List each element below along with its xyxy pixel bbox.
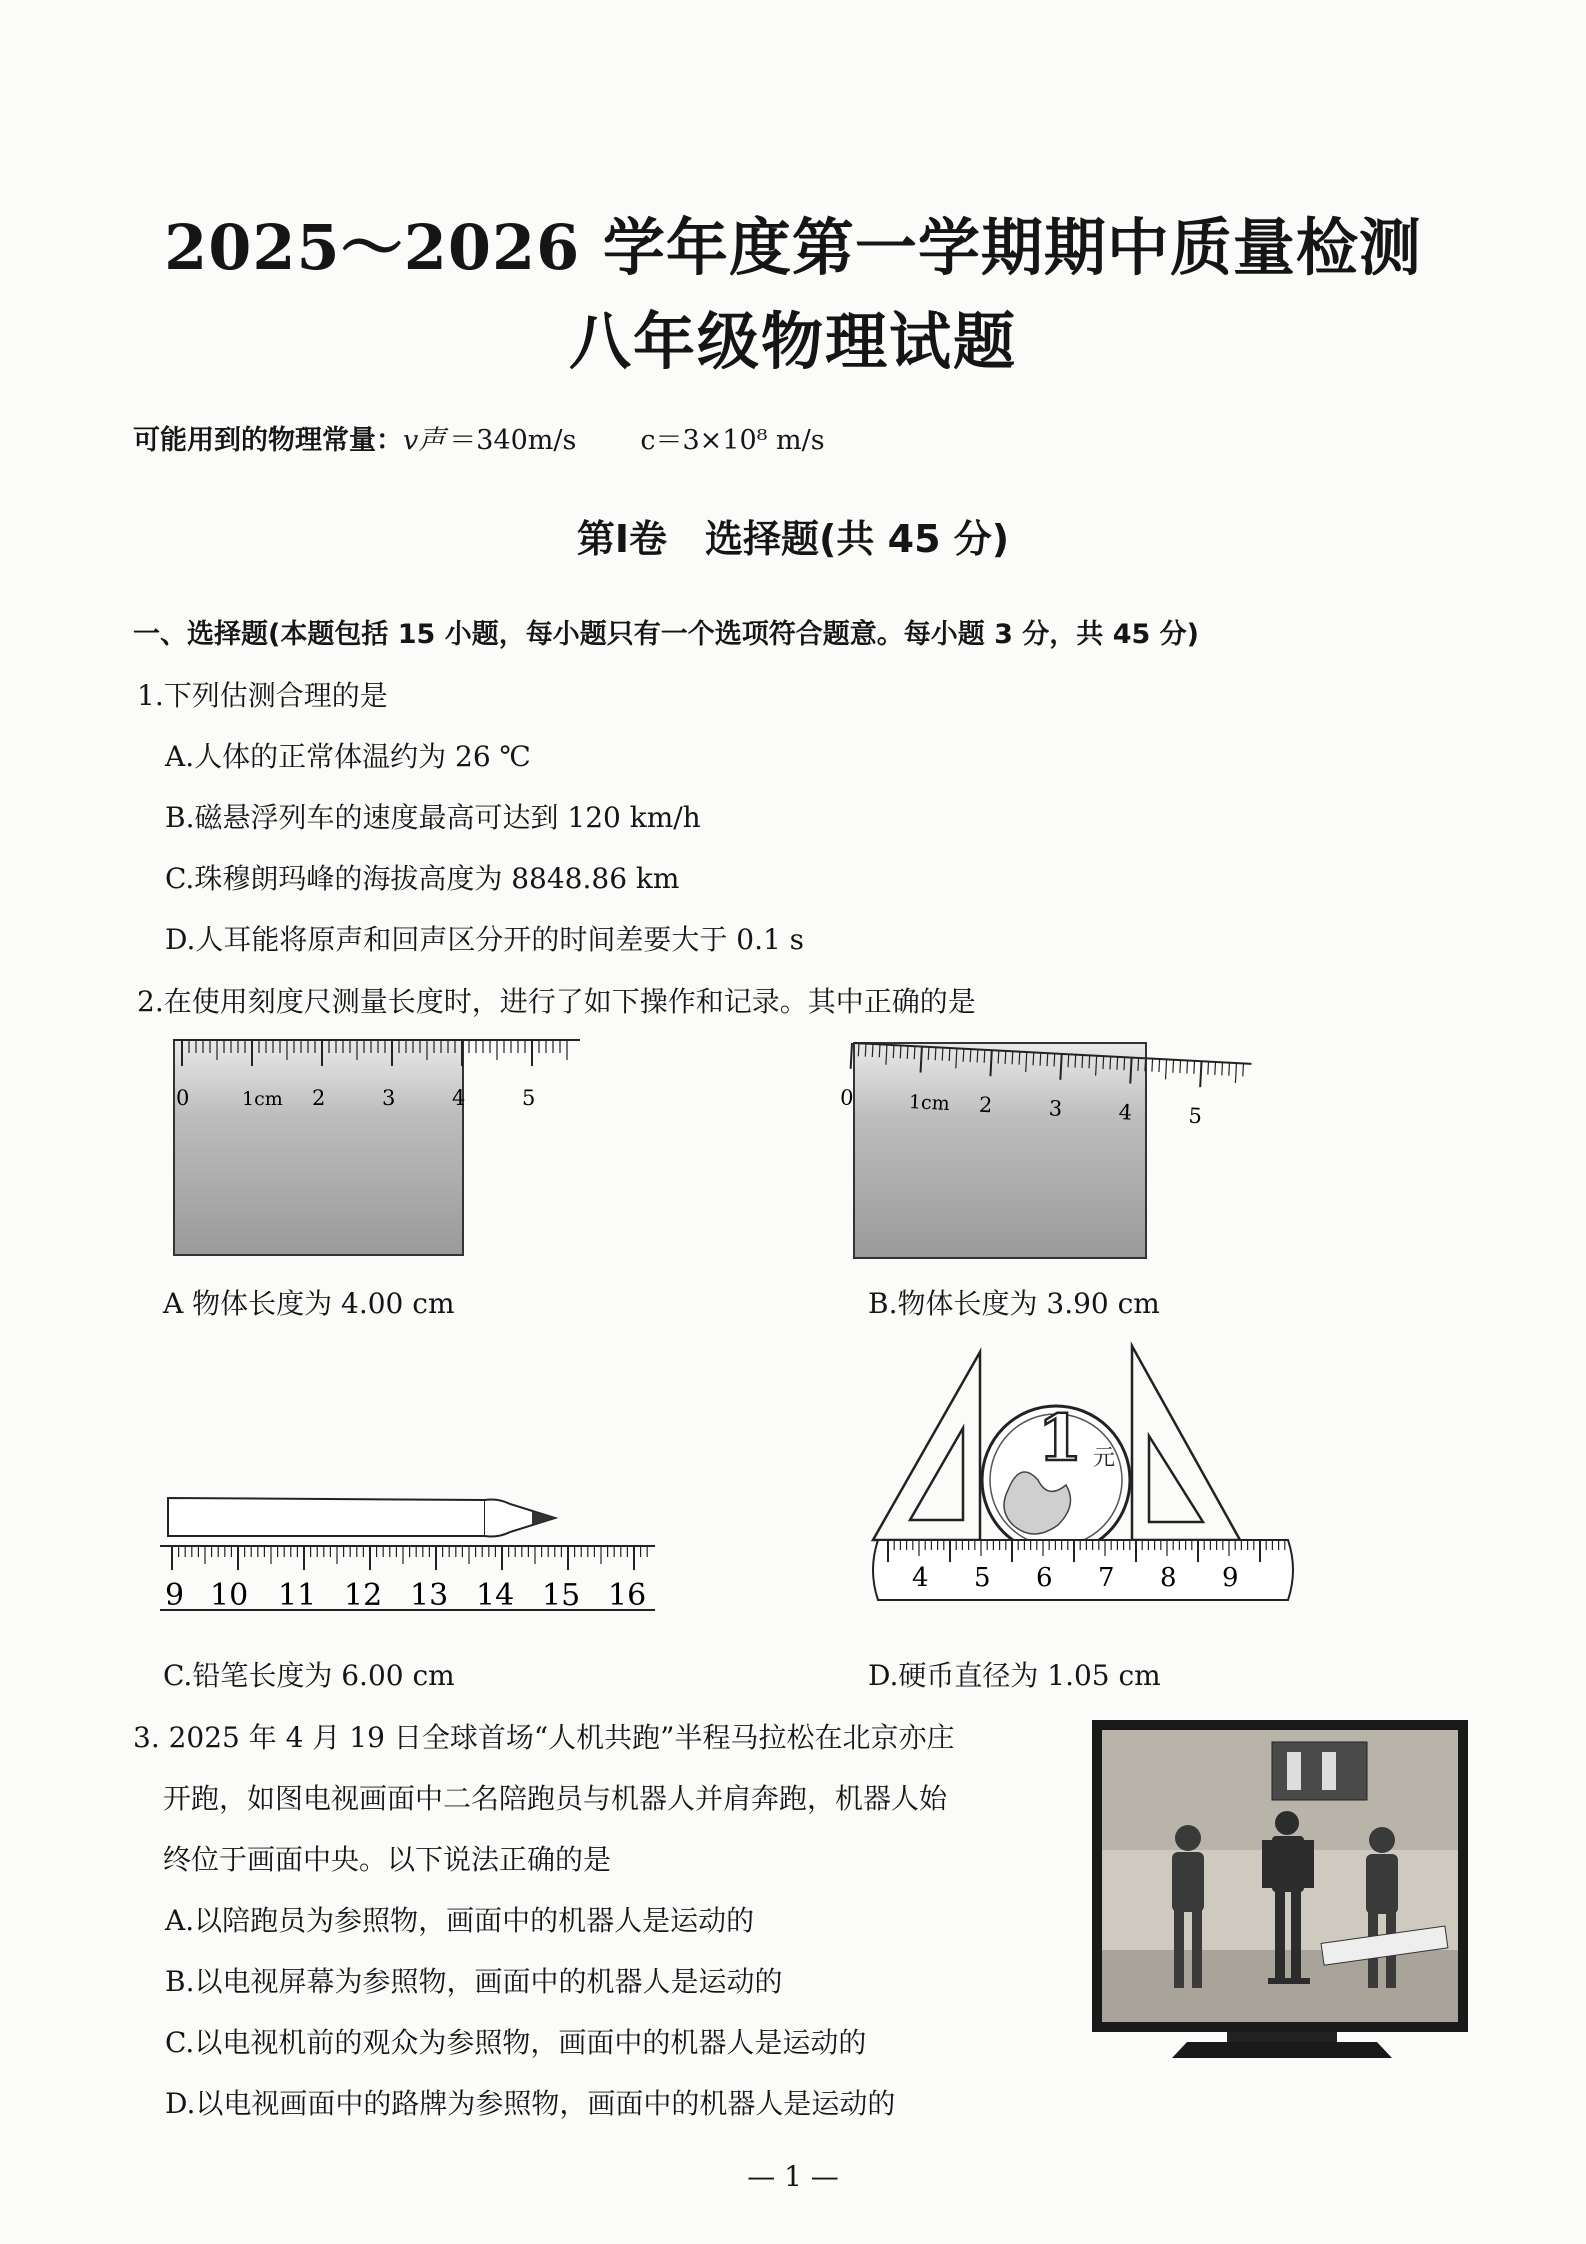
ruler-tick: [1117, 1057, 1118, 1070]
ruler-tick: [1166, 1059, 1167, 1079]
ruler-label: 8: [1160, 1563, 1177, 1593]
ruler-tick: [963, 1049, 964, 1062]
ruler-tick: [1040, 1053, 1041, 1066]
ruler-tick: [1215, 1062, 1216, 1075]
ruler-tick: [872, 1044, 873, 1057]
right-triangle-ruler: [1132, 1346, 1240, 1540]
ruler-label: 3: [382, 1086, 396, 1110]
ruler-tick: [1138, 1058, 1139, 1071]
q3-option-b: B.以电视屏幕为参照物，画面中的机器人是运动的: [165, 1965, 783, 1998]
ruler-tick: [1110, 1056, 1111, 1069]
ruler-label: 13: [410, 1578, 449, 1613]
ruler-tick: [1075, 1055, 1076, 1068]
q1-option-b: B.磁悬浮列车的速度最高可达到 120 km/h: [165, 801, 701, 834]
section-heading: 一、选择题(本题包括 15 小题，每小题只有一个选项符合题意。每小题 3 分，共 45 分): [133, 619, 1200, 650]
measuring-ruler: [873, 1540, 1293, 1600]
q3-stem-line2: 开跑，如图电视画面中二名陪跑员与机器人并肩奔跑，机器人始: [163, 1782, 948, 1815]
ruler-tick: [865, 1044, 866, 1057]
ruler-tick: [1124, 1057, 1125, 1070]
q3-stem-line1: 3. 2025 年 4 月 19 日全球首场“人机共跑”半程马拉松在北京亦庄: [133, 1721, 955, 1754]
ruler-tick: [928, 1047, 929, 1060]
ruler-tick: [977, 1049, 978, 1062]
ruler-tick: [990, 1050, 991, 1076]
ruler-tick: [1173, 1060, 1174, 1073]
ruler-tick: [1222, 1062, 1223, 1075]
ruler-label: 16: [608, 1578, 647, 1613]
ruler-tick: [921, 1047, 922, 1073]
ruler-tick: [1054, 1054, 1055, 1067]
figure-b-ruler: [840, 1035, 1260, 1265]
q1-stem: 1.下列估测合理的是: [137, 679, 388, 712]
q3-option-c: C.以电视机前的观众为参照物，画面中的机器人是运动的: [165, 2026, 867, 2059]
exam-title-line1: 2025～2026 学年度第一学期期中质量检测: [164, 211, 1422, 284]
ruler-tick: [914, 1046, 915, 1059]
ruler-label: 2: [312, 1086, 326, 1110]
ruler-tick: [1194, 1061, 1195, 1074]
page-number: — 1 —: [747, 2160, 839, 2193]
ruler-label: 4: [1118, 1099, 1133, 1125]
q1-option-c: C.珠穆朗玛峰的海拔高度为 8848.86 km: [165, 862, 680, 895]
ruler-tick: [949, 1048, 950, 1061]
ruler-tick: [1060, 1054, 1061, 1080]
ruler-tick: [1145, 1058, 1146, 1071]
sound-speed-value: ＝340m/s: [449, 425, 577, 456]
ruler-label: 3: [1048, 1096, 1063, 1121]
ruler-label: 6: [1036, 1563, 1053, 1593]
q3-option-d: D.以电视画面中的路牌为参照物，画面中的机器人是运动的: [165, 2087, 896, 2120]
ruler-label: 10: [210, 1578, 249, 1613]
ruler-tick: [1047, 1053, 1048, 1066]
ruler-tick: [998, 1051, 999, 1064]
ruler-label: 11: [278, 1578, 317, 1613]
road-sign: [1272, 1742, 1367, 1800]
ruler-label: 1cm: [908, 1090, 951, 1116]
tv-stand: [1172, 2042, 1392, 2058]
ruler-tick: [970, 1049, 971, 1062]
ruler-tick: [900, 1045, 901, 1058]
tv-marathon-photo: [1092, 1720, 1472, 2065]
q2-option-b: B.物体长度为 3.90 cm: [868, 1287, 1160, 1320]
ruler-label: 9: [165, 1578, 185, 1613]
q2-option-c: C.铅笔长度为 6.00 cm: [163, 1659, 455, 1692]
ruler-tick: [907, 1046, 908, 1059]
physical-constants: [133, 418, 825, 457]
ruler-label: 12: [344, 1578, 383, 1613]
ruler-label: 1cm: [242, 1088, 283, 1110]
ruler-tick: [1243, 1063, 1244, 1076]
ruler-label: 0: [840, 1085, 855, 1111]
ruler-label: 9: [1222, 1563, 1239, 1593]
ruler-tick: [893, 1045, 894, 1058]
ruler-tick: [851, 1043, 852, 1069]
ruler-label: 14: [476, 1578, 515, 1613]
exam-title-line2: 八年级物理试题: [568, 305, 1017, 378]
tv-neck: [1227, 2032, 1337, 2042]
coin: [982, 1401, 1130, 1554]
ruler-tick: [1187, 1060, 1188, 1073]
ruler-tick: [1012, 1051, 1013, 1064]
ruler-tick: [935, 1047, 936, 1060]
ruler-tick: [879, 1044, 880, 1057]
ruler-tick: [1208, 1062, 1209, 1075]
ruler-tick: [1159, 1059, 1160, 1072]
ruler-tick: [1089, 1055, 1090, 1068]
ruler-tick: [1103, 1056, 1104, 1069]
ruler-tick: [984, 1050, 985, 1063]
left-triangle-ruler: [873, 1352, 980, 1540]
q2-option-d: D.硬币直径为 1.05 cm: [868, 1659, 1161, 1692]
pencil: [168, 1498, 555, 1537]
q2-option-a: A 物体长度为 4.00 cm: [163, 1287, 455, 1320]
section-title: 第Ⅰ卷 选择题(共 45 分): [576, 517, 1010, 561]
ruler-tick: [1019, 1052, 1020, 1065]
ruler-tick: [1068, 1054, 1069, 1067]
ruler-label: 4: [452, 1086, 466, 1110]
q2-stem: 2.在使用刻度尺测量长度时，进行了如下操作和记录。其中正确的是: [137, 985, 976, 1018]
figure-d-coin-measure: [868, 1340, 1308, 1635]
coin-denomination: 1: [1037, 1401, 1083, 1476]
ruler-tick: [1235, 1063, 1236, 1083]
light-speed-value: c＝3×10⁸ m/s: [640, 425, 825, 456]
ruler-tick: [1005, 1051, 1006, 1064]
ruler-tick: [942, 1048, 943, 1061]
q3-stem-line3: 终位于画面中央。以下说法正确的是: [163, 1843, 612, 1876]
measured-block: [174, 1040, 466, 1255]
ruler-label: 15: [542, 1578, 581, 1613]
sound-speed-symbol: v声: [403, 425, 446, 456]
ruler-label: 4: [912, 1563, 929, 1593]
figure-c-pencil-ruler: [150, 1490, 670, 1640]
q1-option-d: D.人耳能将原声和回声区分开的时间差要大于 0.1 s: [165, 923, 805, 956]
ruler-tick: [1200, 1061, 1201, 1087]
ruler-tick: [1033, 1052, 1034, 1065]
ruler-tick: [1082, 1055, 1083, 1068]
ruler-label: 5: [974, 1563, 991, 1593]
constants-label: 可能用到的物理常量：: [133, 425, 403, 456]
ruler-tick: [858, 1043, 859, 1056]
ruler-tick: [1152, 1059, 1153, 1072]
ruler-label: 7: [1098, 1563, 1115, 1593]
figure-a-ruler: [160, 1035, 600, 1265]
ruler-label: 5: [522, 1086, 536, 1110]
measured-block: [854, 1043, 1146, 1258]
ruler-label: 5: [1188, 1103, 1203, 1129]
q3-option-a: A.以陪跑员为参照物，画面中的机器人是运动的: [165, 1904, 755, 1937]
ruler-tick: [1229, 1063, 1230, 1076]
ruler-label: 0: [176, 1086, 190, 1110]
ruler-tick: [1180, 1060, 1181, 1073]
ruler-label: 2: [978, 1092, 993, 1118]
ruler-tick: [1130, 1058, 1131, 1084]
q1-option-a: A.人体的正常体温约为 26 ℃: [165, 740, 531, 773]
coin-unit: 元: [1093, 1446, 1116, 1471]
